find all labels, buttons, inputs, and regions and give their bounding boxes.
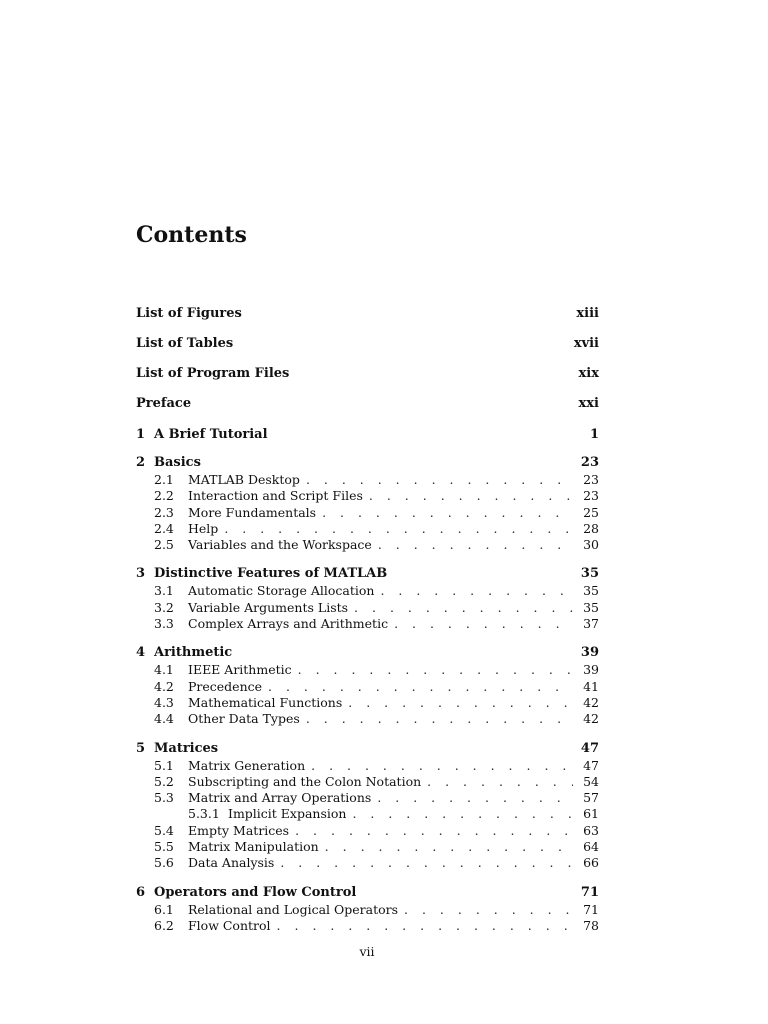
toc-section-entry[interactable] bbox=[136, 758, 599, 774]
toc-chapter-block bbox=[136, 884, 599, 935]
toc-section-title: More Fundamentals bbox=[188, 504, 317, 520]
toc-section-title: Matrix and Array Operations bbox=[188, 790, 372, 806]
dot-leader bbox=[352, 806, 573, 822]
toc-chapter-block bbox=[136, 426, 599, 444]
toc-section-title: Relational and Logical Operators bbox=[188, 901, 399, 917]
toc-section-number: 5.3 bbox=[154, 790, 174, 806]
toc-section-title: Variable Arguments Lists bbox=[188, 599, 349, 615]
dot-leader bbox=[380, 583, 573, 599]
dot-leader bbox=[377, 790, 573, 806]
toc-chapter-page: 35 bbox=[580, 566, 599, 582]
toc-section-page: 47 bbox=[583, 757, 599, 773]
toc-chapter-page: 23 bbox=[580, 455, 599, 470]
toc-entry-title: List of Figures bbox=[136, 306, 242, 321]
toc-section-title: Data Analysis bbox=[188, 855, 275, 871]
toc-section-page: 39 bbox=[583, 662, 599, 678]
table-of-contents bbox=[136, 304, 599, 946]
toc-chapter-entry[interactable] bbox=[136, 644, 599, 662]
toc-chapter-page: 1 bbox=[589, 427, 599, 442]
toc-section-number: 3.3 bbox=[154, 616, 174, 632]
toc-section-page: 37 bbox=[583, 616, 599, 632]
toc-section-number: 2.2 bbox=[154, 488, 174, 504]
toc-section-number: 6.1 bbox=[154, 901, 174, 917]
toc-section-page: 23 bbox=[583, 488, 599, 504]
toc-section-number: 5.4 bbox=[154, 822, 174, 838]
dot-leader bbox=[322, 505, 573, 521]
toc-section-page: 41 bbox=[583, 678, 599, 694]
toc-section-title: Automatic Storage Allocation bbox=[188, 583, 375, 599]
toc-section-entry[interactable] bbox=[136, 537, 599, 553]
toc-section-entry[interactable] bbox=[136, 839, 599, 855]
toc-section-page: 30 bbox=[583, 537, 599, 553]
toc-section-page: 23 bbox=[583, 472, 599, 487]
toc-entry-page: xiii bbox=[576, 306, 599, 321]
dot-leader bbox=[311, 758, 573, 774]
toc-section-page: 64 bbox=[583, 839, 599, 855]
toc-section-entry[interactable] bbox=[136, 823, 599, 839]
toc-section-entry[interactable] bbox=[136, 472, 599, 488]
toc-section-title: Interaction and Script Files bbox=[188, 488, 363, 504]
toc-front-matter-entry[interactable] bbox=[136, 304, 599, 334]
toc-entry-title: List of Tables bbox=[136, 336, 234, 351]
toc-section-number: 3.1 bbox=[154, 583, 174, 599]
toc-section-number: 2.1 bbox=[154, 472, 174, 487]
toc-section-number: 3.2 bbox=[154, 599, 174, 615]
toc-section-number: 5.6 bbox=[154, 855, 174, 871]
toc-chapter-title: Arithmetic bbox=[154, 645, 233, 661]
toc-section-page: 28 bbox=[583, 520, 599, 536]
toc-front-matter-entry[interactable] bbox=[136, 334, 599, 364]
toc-section-title: Subscripting and the Colon Notation bbox=[188, 773, 422, 789]
dot-leader bbox=[348, 695, 573, 711]
toc-section-entry[interactable] bbox=[136, 488, 599, 504]
toc-section-number: 4.3 bbox=[154, 694, 174, 710]
toc-chapter-block bbox=[136, 565, 599, 632]
toc-section-title: MATLAB Desktop bbox=[188, 472, 300, 487]
toc-section-entry[interactable] bbox=[136, 855, 599, 871]
toc-section-page: 71 bbox=[583, 901, 599, 917]
toc-section-title: Complex Arrays and Arithmetic bbox=[188, 616, 389, 632]
toc-chapter-page: 47 bbox=[580, 740, 599, 756]
toc-chapter-num: 5 bbox=[136, 740, 146, 756]
dot-leader bbox=[298, 662, 573, 678]
toc-entry-title: List of Program Files bbox=[136, 366, 290, 381]
toc-section-title: Matrix Manipulation bbox=[188, 839, 319, 855]
toc-section-entry[interactable] bbox=[136, 918, 599, 934]
page-title: Contents bbox=[136, 222, 247, 248]
toc-chapter-entry[interactable] bbox=[136, 884, 599, 902]
toc-section-number: 2.4 bbox=[154, 520, 174, 536]
toc-section-page: 57 bbox=[583, 790, 599, 806]
dot-leader bbox=[394, 616, 573, 632]
toc-section-number: 4.4 bbox=[154, 711, 174, 727]
dot-leader bbox=[306, 472, 573, 488]
toc-section-title: Precedence bbox=[188, 678, 263, 694]
dot-leader bbox=[378, 537, 573, 553]
toc-chapter-title: A Brief Tutorial bbox=[154, 427, 268, 442]
dot-leader bbox=[268, 679, 573, 695]
dot-leader bbox=[369, 488, 573, 504]
toc-section-entry[interactable] bbox=[136, 616, 599, 632]
toc-section-title: Empty Matrices bbox=[188, 822, 290, 838]
toc-section-entry[interactable] bbox=[136, 902, 599, 918]
toc-section-page: 42 bbox=[583, 694, 599, 710]
toc-section-number: 4.2 bbox=[154, 678, 174, 694]
toc-chapter-page: 71 bbox=[580, 884, 599, 900]
toc-entry-page: xvii bbox=[573, 336, 599, 351]
toc-chapter-num: 2 bbox=[136, 455, 146, 470]
toc-section-entry[interactable] bbox=[136, 679, 599, 695]
toc-section-number: 2.5 bbox=[154, 537, 174, 553]
toc-section-entry[interactable] bbox=[136, 505, 599, 521]
toc-section-title: Implicit Expansion bbox=[228, 806, 347, 822]
toc-section-page: 35 bbox=[583, 599, 599, 615]
dot-leader bbox=[354, 600, 573, 616]
toc-entry-page: xxi bbox=[578, 396, 599, 411]
toc-section-title: Mathematical Functions bbox=[188, 694, 343, 710]
dot-leader bbox=[427, 774, 573, 790]
dot-leader bbox=[295, 823, 573, 839]
toc-chapter-num: 3 bbox=[136, 566, 146, 582]
toc-section-entry[interactable] bbox=[136, 790, 599, 806]
toc-entry-title: Preface bbox=[136, 396, 192, 411]
toc-entry-page: xix bbox=[578, 366, 599, 381]
toc-section-entry[interactable] bbox=[136, 662, 599, 678]
toc-section-number: 6.2 bbox=[154, 917, 174, 933]
toc-section-page: 66 bbox=[583, 855, 599, 871]
toc-chapter-title: Operators and Flow Control bbox=[154, 884, 357, 900]
toc-section-entry[interactable] bbox=[136, 600, 599, 616]
toc-section-page: 25 bbox=[583, 504, 599, 520]
toc-section-page: 78 bbox=[583, 917, 599, 933]
toc-section-title: IEEE Arithmetic bbox=[188, 662, 292, 678]
toc-chapter-num: 4 bbox=[136, 645, 146, 661]
toc-section-page: 42 bbox=[583, 711, 599, 727]
toc-section-number: 2.3 bbox=[154, 504, 174, 520]
toc-front-matter-entry[interactable] bbox=[136, 394, 599, 424]
toc-chapter-entry[interactable] bbox=[136, 740, 599, 758]
toc-chapter-num: 1 bbox=[136, 427, 146, 442]
toc-section-number: 5.2 bbox=[154, 773, 174, 789]
toc-chapter-entry[interactable] bbox=[136, 426, 599, 444]
dot-leader bbox=[325, 839, 573, 855]
toc-section-page: 63 bbox=[583, 822, 599, 838]
toc-chapter-title: Matrices bbox=[154, 740, 219, 756]
toc-subsection-entry[interactable] bbox=[136, 806, 599, 822]
toc-section-title: Flow Control bbox=[188, 917, 271, 933]
footer-page-number: vii bbox=[359, 944, 375, 959]
toc-section-page: 54 bbox=[583, 773, 599, 789]
toc-chapter-block bbox=[136, 740, 599, 872]
toc-section-page: 35 bbox=[583, 583, 599, 599]
toc-section-entry[interactable] bbox=[136, 521, 599, 537]
toc-chapter-title: Distinctive Features of MATLAB bbox=[154, 566, 388, 582]
toc-section-entry[interactable] bbox=[136, 583, 599, 599]
toc-chapter-page: 39 bbox=[580, 645, 599, 661]
toc-section-page: 61 bbox=[583, 806, 599, 822]
toc-section-number: 5.5 bbox=[154, 839, 174, 855]
toc-section-entry[interactable] bbox=[136, 695, 599, 711]
dot-leader bbox=[280, 855, 573, 871]
toc-section-title: Matrix Generation bbox=[188, 757, 306, 773]
dot-leader bbox=[224, 521, 573, 537]
dot-leader bbox=[404, 902, 573, 918]
toc-section-number: 4.1 bbox=[154, 662, 174, 678]
toc-chapter-entry[interactable] bbox=[136, 565, 599, 583]
toc-chapter-num: 6 bbox=[136, 884, 146, 900]
toc-section-number: 5.3.1 bbox=[188, 806, 220, 822]
toc-section-entry[interactable] bbox=[136, 774, 599, 790]
toc-section-number: 5.1 bbox=[154, 757, 174, 773]
toc-chapter-title: Basics bbox=[154, 455, 201, 470]
dot-leader bbox=[277, 918, 573, 934]
toc-chapter-entry[interactable] bbox=[136, 454, 599, 472]
toc-section-entry[interactable] bbox=[136, 711, 599, 727]
toc-section-title: Variables and the Workspace bbox=[188, 537, 372, 553]
toc-chapter-block bbox=[136, 454, 599, 553]
toc-section-title: Help bbox=[188, 520, 219, 536]
toc-chapter-block bbox=[136, 644, 599, 727]
toc-section-title: Other Data Types bbox=[188, 711, 300, 727]
toc-front-matter-entry[interactable] bbox=[136, 364, 599, 394]
dot-leader bbox=[306, 711, 573, 727]
